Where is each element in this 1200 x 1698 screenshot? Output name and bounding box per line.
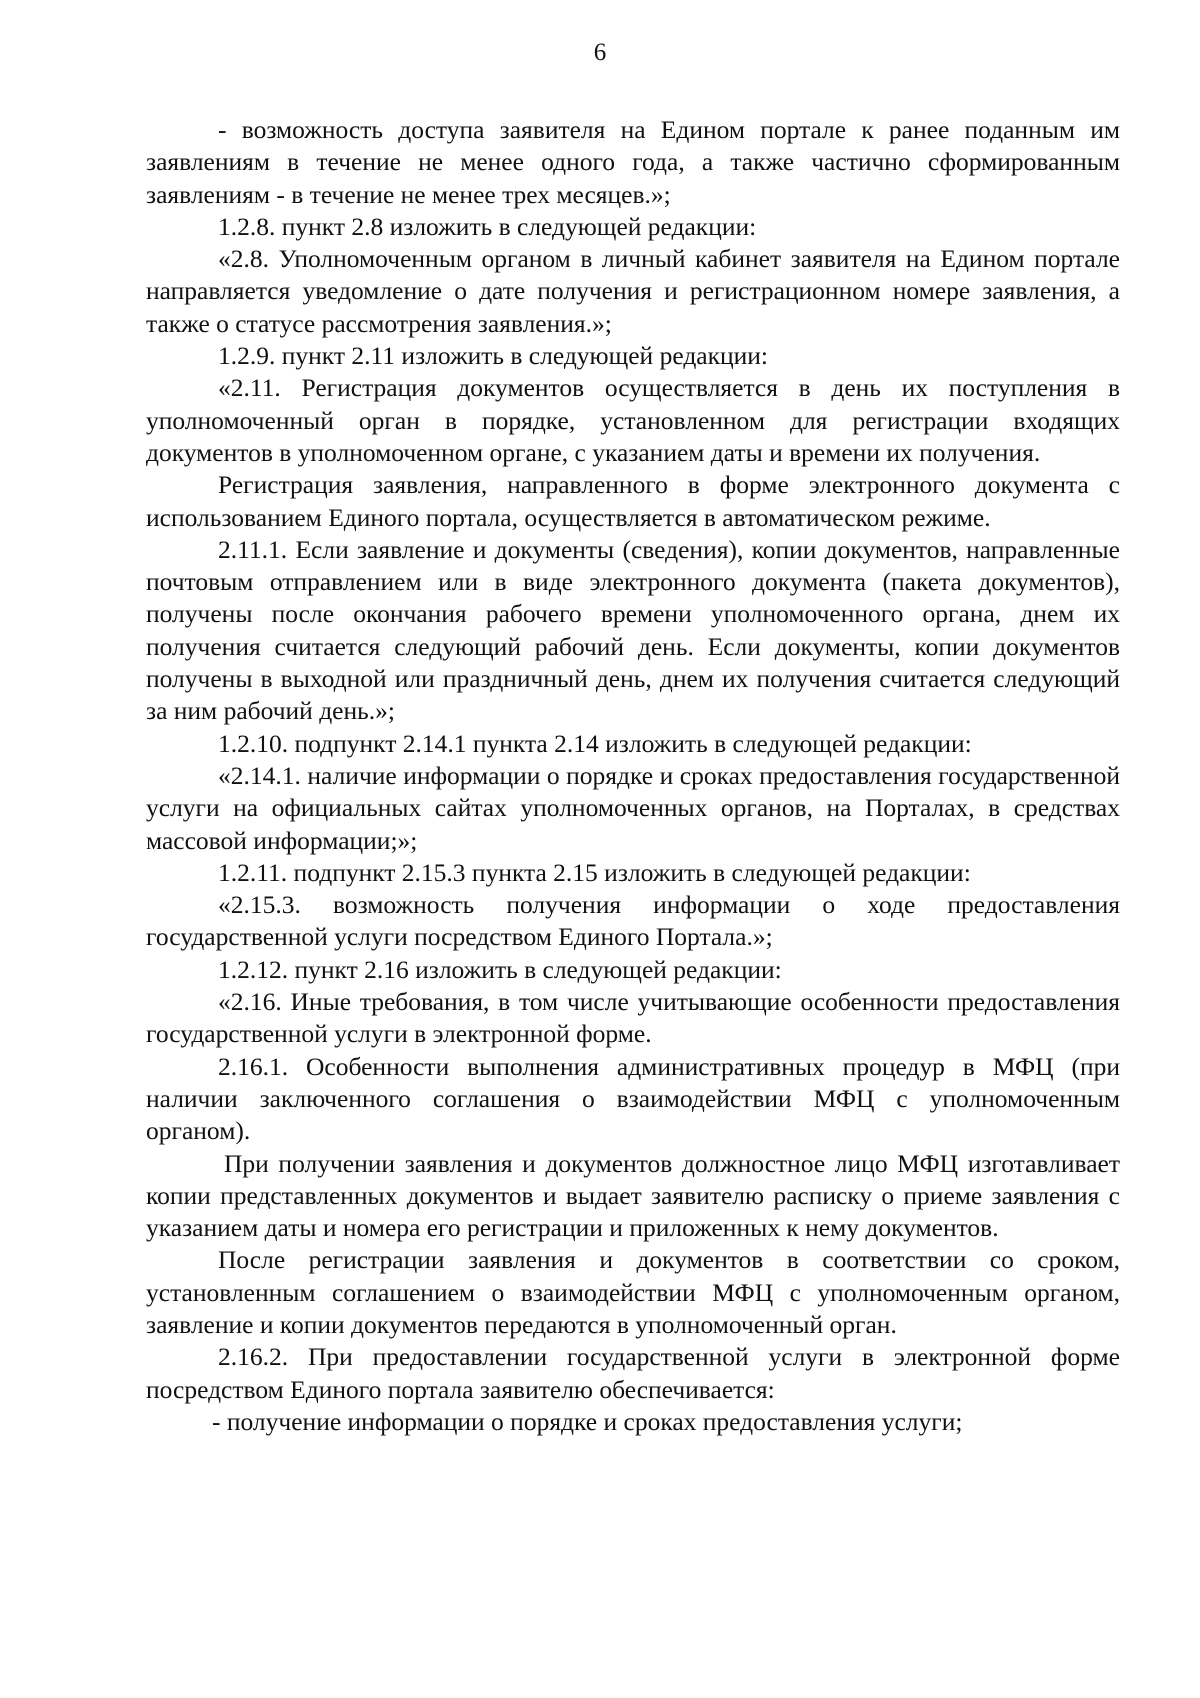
paragraph: «2.16. Иные требования, в том числе учитывающие особенности предоставления государственной услуги в электронной форме.: [146, 987, 1120, 1049]
document-body: [146, 114, 1120, 1438]
paragraph: 1.2.9. пункт 2.11 изложить в следующей редакции:: [218, 341, 769, 371]
paragraph: - получение информации о порядке и сроках предоставления услуги;: [212, 1406, 963, 1436]
paragraph: 2.11.1. Если заявление и документы (сведения), копии документов, направленные почтовым отправлением или в виде электронного документа (пакета документов), получены после окончания рабочего времени уполномоченного органа, днем их получения считается следующий рабочий день. Если документы, копии документов получены в выходной или праздничный день, днем их получения считается следующий за ним рабочий день.»;: [146, 534, 1120, 726]
paragraph: «2.11. Регистрация документов осуществляется в день их поступления в уполномоченный орган в порядке, установленном для регистрации входящих документов в уполномоченном органе, с указанием даты и времени их получения.: [146, 373, 1120, 467]
paragraph: 1.2.12. пункт 2.16 изложить в следующей редакции:: [218, 954, 782, 984]
paragraph: - возможность доступа заявителя на Едином портале к ранее поданным им заявлениям в течение не менее одного года, а также частично сформированным заявлениям - в течение не менее трех месяцев.»;: [146, 115, 1120, 209]
paragraph: 2.16.1. Особенности выполнения административных процедур в МФЦ (при наличии заключенного соглашения о взаимодействии МФЦ с уполномоченным органом).: [146, 1051, 1120, 1146]
paragraph: Регистрация заявления, направленного в форме электронного документа с использованием Единого портала, осуществляется в автоматическом режиме.: [146, 470, 1120, 532]
paragraph: После регистрации заявления и документов в соответствии со сроком, установленным соглашением о взаимодействии МФЦ с уполномоченным органом, заявление и копии документов передаются в уполномоченный орган.: [146, 1245, 1120, 1339]
paragraph: «2.15.3. возможность получения информации о ходе предоставления государственной услуги посредством Единого Портала.»;: [146, 890, 1120, 952]
paragraph: 1.2.10. подпункт 2.14.1 пункта 2.14 изложить в следующей редакции:: [218, 728, 972, 758]
paragraph: 1.2.11. подпункт 2.15.3 пункта 2.15 изложить в следующей редакции:: [218, 857, 971, 887]
paragraph: 2.16.2. При предоставлении государственной услуги в электронной форме посредством Единого портала заявителю обеспечивается:: [146, 1342, 1120, 1404]
paragraph: При получении заявления и документов должностное лицо МФЦ изготавливает копии представленных документов и выдает заявителю расписку о приеме заявления с указанием даты и номера его регистрации и приложенных к нему документов.: [146, 1148, 1120, 1243]
paragraph: «2.8. Уполномоченным органом в личный кабинет заявителя на Едином портале направляется уведомление о дате получения и регистрационном номере заявления, а также о статусе рассмотрения заявления.»;: [146, 244, 1120, 338]
paragraph: 1.2.8. пункт 2.8 изложить в следующей редакции:: [218, 211, 757, 241]
paragraph: «2.14.1. наличие информации о порядке и сроках предоставления государственной услуги на официальных сайтах уполномоченных органов, на Порталах, в средствах массовой информации;»;: [146, 760, 1120, 855]
page-number: 6: [593, 39, 607, 66]
